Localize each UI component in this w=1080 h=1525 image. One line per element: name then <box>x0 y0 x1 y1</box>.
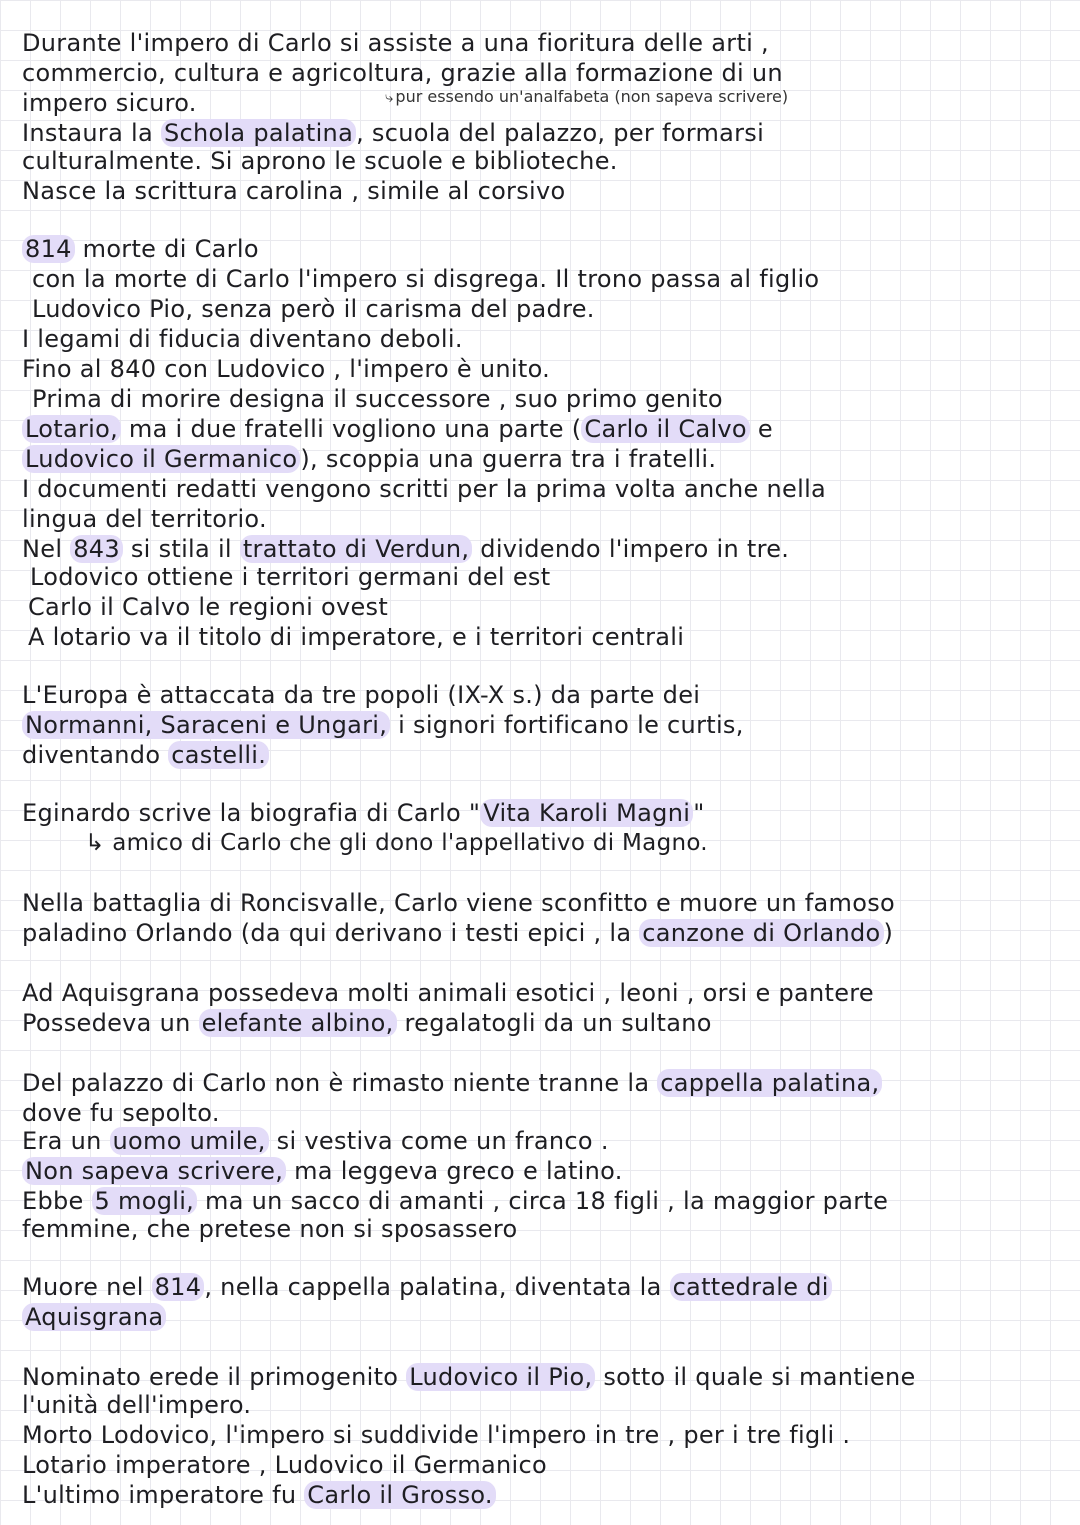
text-line <box>22 710 744 740</box>
highlight: 814 <box>22 235 75 263</box>
text-line <box>22 1272 832 1302</box>
text-line <box>22 146 618 176</box>
text-line <box>22 176 565 206</box>
text-segment: L'ultimo imperatore fu <box>22 1481 305 1509</box>
text-line <box>22 1214 517 1244</box>
text-line <box>22 1068 882 1098</box>
text-segment: sotto il quale si mantiene <box>595 1363 916 1391</box>
text-segment: con la morte di Carlo l'impero si disgrega. Il trono passa al figlio <box>32 265 820 293</box>
arrow-icon: ⤷ <box>385 88 394 106</box>
text-line <box>22 324 463 354</box>
text-segment: Fino al 840 con Ludovico , l'impero è unito. <box>22 355 551 383</box>
highlight: castelli. <box>168 741 269 769</box>
text-line <box>22 1390 251 1420</box>
text-line <box>22 474 826 504</box>
text-segment: regalatogli da un sultano <box>396 1009 712 1037</box>
text-segment: ), scoppia una guerra tra i fratelli. <box>300 445 717 473</box>
text-segment: lingua del territorio. <box>22 505 267 533</box>
text-segment: si stila il <box>122 535 240 563</box>
text-segment: Nella battaglia di Roncisvalle, Carlo viene sconfitto e muore un famoso <box>22 889 895 917</box>
text-line <box>22 444 716 474</box>
text-segment: I documenti redatti vengono scritti per la prima volta anche nella <box>22 475 827 503</box>
highlight: Vita Karoli Magni <box>480 799 693 827</box>
text-line <box>32 384 723 414</box>
highlight: Schola palatina <box>161 119 356 147</box>
highlight: trattato di Verdun, <box>240 535 473 563</box>
text-line <box>32 264 819 294</box>
text-segment: impero sicuro. <box>22 89 197 117</box>
text-segment: i signori fortificano le curtis, <box>390 711 744 739</box>
text-line <box>22 1362 916 1392</box>
highlight: Ludovico il Pio, <box>406 1363 595 1391</box>
text-segment: diventando <box>22 741 169 769</box>
margin-note-text: pur essendo un'analfabeta (non sapeva scrivere) <box>395 87 789 106</box>
highlight: uomo umile, <box>110 1127 269 1155</box>
text-line <box>28 592 388 622</box>
text-segment: dove fu sepolto. <box>22 1099 220 1127</box>
text-line <box>22 680 700 710</box>
text-line <box>22 414 773 444</box>
text-segment: Lotario imperatore , Ludovico il Germanico <box>22 1451 547 1479</box>
text-segment: Era un <box>22 1127 110 1155</box>
highlight: 814 <box>152 1273 205 1301</box>
text-segment: Carlo il Calvo le regioni ovest <box>28 593 389 621</box>
text-segment: amico di Carlo che gli dono l'appellativo di Magno. <box>112 830 708 856</box>
highlight: elefante albino, <box>199 1009 397 1037</box>
text-segment: Ludovico Pio, senza però il carisma del padre. <box>32 295 595 323</box>
text-segment: culturalmente. Si aprono le scuole e biblioteche. <box>22 147 618 175</box>
text-segment: Nel <box>22 535 71 563</box>
text-segment: , nella cappella palatina, diventata la <box>204 1273 670 1301</box>
text-segment: Lodovico ottiene i territori germani del est <box>30 563 551 591</box>
text-line <box>22 1098 220 1128</box>
text-line <box>22 798 705 828</box>
text-line <box>22 88 197 118</box>
text-line <box>22 58 783 88</box>
section-heading <box>22 234 259 264</box>
text-segment: " <box>693 799 705 827</box>
text-line <box>30 562 550 592</box>
text-line <box>22 534 789 564</box>
text-segment: si vestiva come un franco . <box>268 1127 609 1155</box>
text-line <box>22 1450 547 1480</box>
text-segment: Del palazzo di Carlo non è rimasto niente tranne la <box>22 1069 658 1097</box>
text-line <box>85 828 708 858</box>
highlight: 843 <box>70 535 123 563</box>
text-line <box>22 1126 609 1156</box>
text-segment: , scuola del palazzo, per formarsi <box>356 119 765 147</box>
text-line <box>22 888 895 918</box>
highlight: Lotario, <box>22 415 121 443</box>
highlight: 5 mogli, <box>92 1187 198 1215</box>
text-segment: Prima di morire designa il successore , suo primo genito <box>32 385 723 413</box>
text-segment: paladino Orlando (da qui derivano i testi epici , la <box>22 919 640 947</box>
text-line <box>22 28 769 58</box>
highlight: cappella palatina, <box>657 1069 882 1097</box>
text-line <box>22 118 764 148</box>
text-line <box>28 622 684 652</box>
text-line <box>22 354 550 384</box>
text-segment: l'unità dell'impero. <box>22 1391 252 1419</box>
text-segment: commercio, cultura e agricoltura, grazie alla formazione di un <box>22 59 783 87</box>
highlight: Normanni, Saraceni e Ungari, <box>22 711 390 739</box>
text-segment: Ebbe <box>22 1187 92 1215</box>
text-segment: L'Europa è attaccata da tre popoli (IX-X s.) da parte dei <box>22 681 701 709</box>
text-line <box>22 1008 712 1038</box>
text-line <box>22 1186 888 1216</box>
text-line <box>22 740 269 770</box>
arrow-icon: ↳ <box>85 830 113 856</box>
text-line <box>22 504 267 534</box>
highlight: canzone di Orlando <box>639 919 883 947</box>
text-line <box>22 1156 623 1186</box>
text-segment: I legami di fiducia diventano deboli. <box>22 325 463 353</box>
text-segment: Ad Aquisgrana possedeva molti animali esotici , leoni , orsi e pantere <box>22 979 874 1007</box>
highlight: Ludovico il Germanico <box>22 445 300 473</box>
text-line <box>22 1480 496 1510</box>
highlight: Non sapeva scrivere, <box>22 1157 286 1185</box>
text-segment: femmine, che pretese non si sposassero <box>22 1215 518 1243</box>
text-line <box>22 1420 850 1450</box>
text-segment: ma leggeva greco e latino. <box>286 1157 623 1185</box>
margin-note <box>385 86 788 108</box>
text-segment: Durante l'impero di Carlo si assiste a una fioritura delle arti , <box>22 29 769 57</box>
highlight: Carlo il Calvo <box>581 415 750 443</box>
text-segment: Possedeva un <box>22 1009 199 1037</box>
text-segment: dividendo l'impero in tre. <box>472 535 790 563</box>
text-segment: ma i due fratelli vogliono una parte ( <box>121 415 582 443</box>
text-line <box>22 978 874 1008</box>
text-line <box>22 1302 166 1332</box>
text-segment: Eginardo scrive la biografia di Carlo " <box>22 799 481 827</box>
text-segment: Nominato erede il primogenito <box>22 1363 407 1391</box>
text-segment: ma un sacco di amanti , circa 18 figli , la maggior parte <box>197 1187 889 1215</box>
text-segment: Morto Lodovico, l'impero si suddivide l'impero in tre , per i tre figli . <box>22 1421 851 1449</box>
text-segment: Muore nel <box>22 1273 152 1301</box>
highlight: Aquisgrana <box>22 1303 166 1331</box>
highlight: cattedrale di <box>670 1273 832 1301</box>
highlight: Carlo il Grosso. <box>304 1481 496 1509</box>
text-segment: e <box>749 415 773 443</box>
text-segment: Nasce la scrittura carolina , simile al corsivo <box>22 177 566 205</box>
text-segment: A lotario va il titolo di imperatore, e i territori centrali <box>28 623 685 651</box>
text-segment: morte di Carlo <box>74 235 259 263</box>
text-line <box>22 918 893 948</box>
text-line <box>32 294 595 324</box>
text-segment: ) <box>883 919 894 947</box>
text-segment: Instaura la <box>22 119 161 147</box>
